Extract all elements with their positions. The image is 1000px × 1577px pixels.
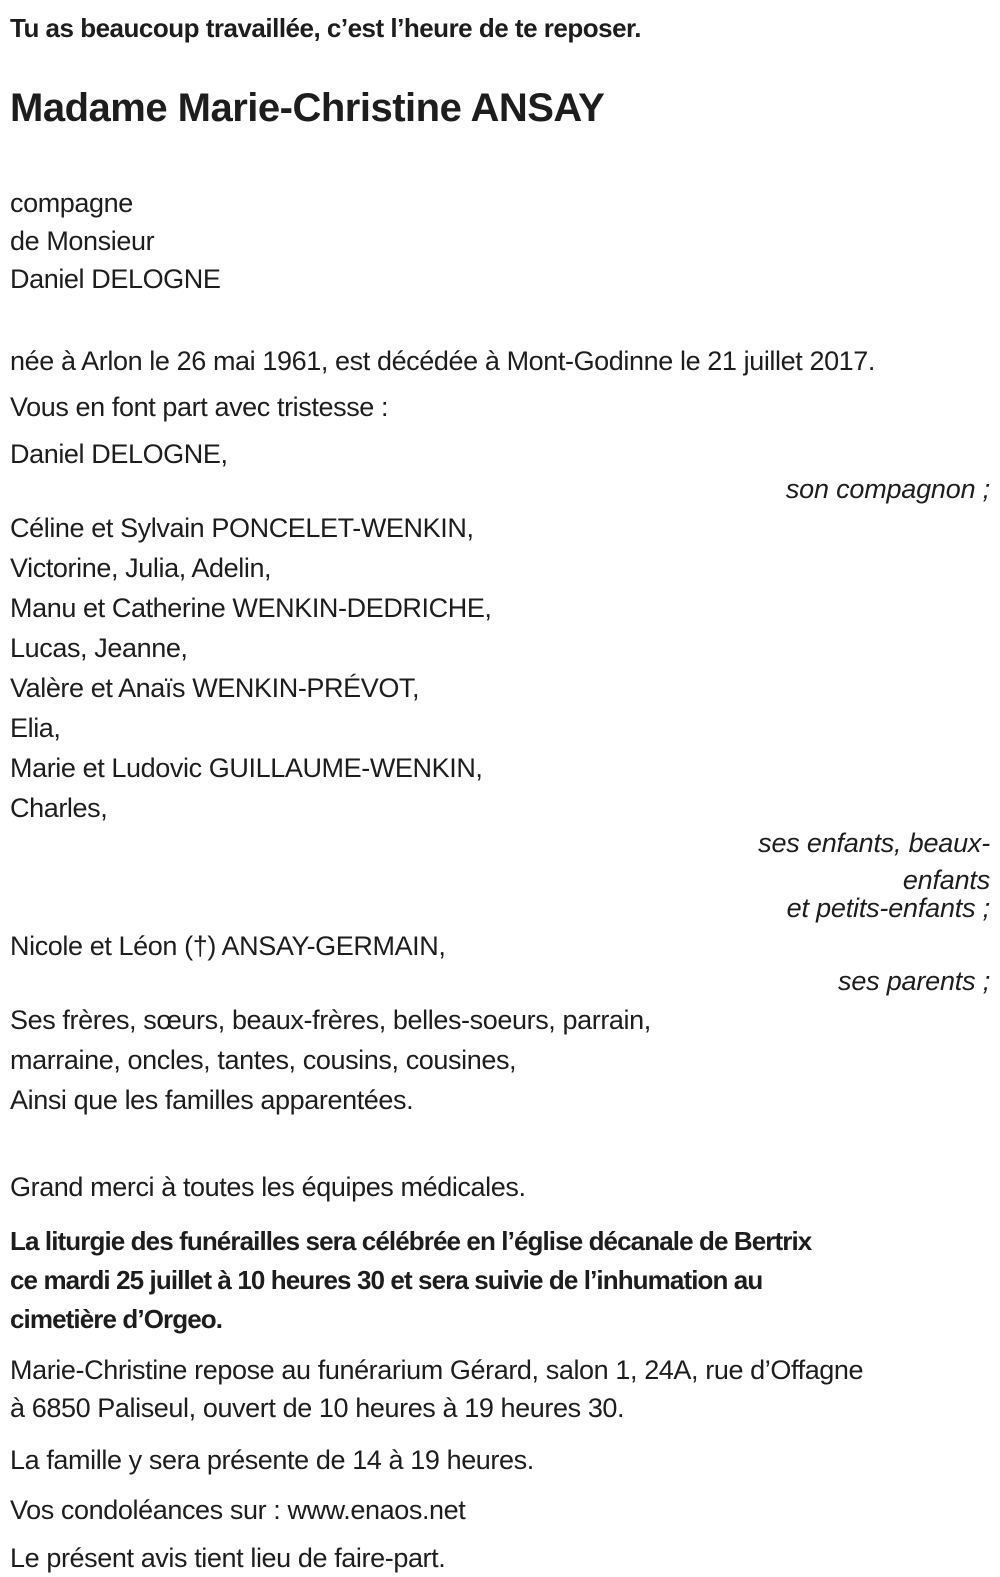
family-group-names bbox=[10, 926, 990, 966]
family-name-line: Valère et Anaïs WENKIN-PRÉVOT, bbox=[10, 673, 420, 703]
attribution-line: ses enfants, beaux- bbox=[758, 828, 990, 858]
attribution-line: ses parents ; bbox=[838, 966, 990, 996]
condolences-prefix: Vos condoléances sur : bbox=[10, 1495, 288, 1525]
attribution-line: et petits-enfants ; bbox=[786, 893, 990, 923]
relation-block bbox=[10, 184, 990, 298]
family-group-attribution bbox=[10, 828, 990, 922]
family-name-line: Ainsi que les familles apparentées. bbox=[10, 1085, 414, 1115]
repose-line: à 6850 Paliseul, ouvert de 10 heures à 19 heures 30. bbox=[10, 1393, 625, 1423]
condolences-url-link[interactable]: www.enaos.net bbox=[287, 1495, 466, 1525]
family-section bbox=[10, 434, 990, 1120]
family-group-names bbox=[10, 1000, 990, 1120]
closing-line: Le présent avis tient lieu de faire-part. bbox=[10, 1543, 446, 1573]
family-name-line: Manu et Catherine WENKIN-DEDRICHE, bbox=[10, 593, 492, 623]
relation-line: de Monsieur bbox=[10, 226, 155, 256]
repose-line: Marie-Christine repose au funérarium Gérard, salon 1, 24A, rue d’Offagne bbox=[10, 1355, 864, 1385]
family-name-line: marraine, oncles, tantes, cousins, cousines, bbox=[10, 1045, 517, 1075]
attribution-line: son compagnon ; bbox=[785, 474, 990, 504]
family-name-line: Charles, bbox=[10, 793, 108, 823]
family-group-attribution bbox=[10, 966, 990, 996]
family-name-line: Céline et Sylvain PONCELET-WENKIN, bbox=[10, 513, 474, 543]
repose-info bbox=[10, 1351, 990, 1427]
family-presence-line: La famille y sera présente de 14 à 19 heures. bbox=[10, 1445, 534, 1475]
thanks-line: Grand merci à toutes les équipes médicales. bbox=[10, 1172, 526, 1202]
ceremony-line: La liturgie des funérailles sera célébrée en l’église décanale de Bertrix bbox=[10, 1226, 812, 1256]
life-dates-line: née à Arlon le 26 mai 1961, est décédée à Mont-Godinne le 21 juillet 2017. bbox=[10, 346, 876, 376]
family-name-line: Lucas, Jeanne, bbox=[10, 633, 188, 663]
ceremony-line: cimetière d’Orgeo. bbox=[10, 1304, 223, 1334]
family-name-line: Nicole et Léon (†) ANSAY-GERMAIN, bbox=[10, 931, 446, 961]
ceremony-line: ce mardi 25 juillet à 10 heures 30 et sera suivie de l’inhumation au bbox=[10, 1265, 763, 1295]
announcement-line: Vous en font part avec tristesse : bbox=[10, 392, 389, 422]
family-name-line: Elia, bbox=[10, 713, 61, 743]
epitaph-quote: Tu as beaucoup travaillée, c’est l’heure de te reposer. bbox=[10, 13, 641, 43]
ceremony-announcement bbox=[10, 1222, 990, 1339]
deceased-name-heading: Madame Marie-Christine ANSAY bbox=[10, 86, 605, 130]
family-name-line: Daniel DELOGNE, bbox=[10, 439, 228, 469]
family-group-names bbox=[10, 508, 990, 828]
relation-line: compagne bbox=[10, 188, 133, 218]
family-group-names bbox=[10, 434, 990, 474]
condolences-line bbox=[10, 1491, 990, 1529]
family-group-attribution bbox=[10, 474, 990, 504]
attribution-line: enfants bbox=[902, 865, 990, 895]
relation-line: Daniel DELOGNE bbox=[10, 264, 221, 294]
family-name-line: Ses frères, sœurs, beaux-frères, belles-soeurs, parrain, bbox=[10, 1005, 651, 1035]
family-name-line: Victorine, Julia, Adelin, bbox=[10, 553, 272, 583]
family-name-line: Marie et Ludovic GUILLAUME-WENKIN, bbox=[10, 753, 483, 783]
